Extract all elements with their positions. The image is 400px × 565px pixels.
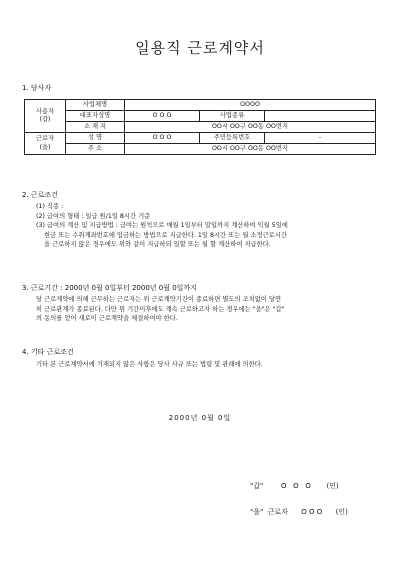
worker-address-value: OO시 OO구 OO동 OO번지 xyxy=(125,144,376,155)
biz-type-value xyxy=(265,111,376,122)
worker-name-value: O O O xyxy=(125,133,200,144)
section-parties-heading: 1. 당사자 xyxy=(22,84,52,92)
other-body xyxy=(36,361,376,371)
contract-date: 2000년 0월 0일 xyxy=(168,414,232,422)
employer-address-label: 소 재 지 xyxy=(66,122,125,133)
employer-signature-line: "갑" O O O (인) xyxy=(250,482,339,490)
biz-type-label: 사업종류 xyxy=(200,111,265,122)
section-other-heading: 4. 기타 근로조건 xyxy=(22,348,74,356)
condition-line-1: (1) 직종 : xyxy=(36,203,64,210)
worker-address-label: 주 소 xyxy=(66,144,125,155)
section-conditions-heading: 2. 근로조건 xyxy=(22,191,58,199)
condition-line-2: (2) 급여의 형태 : 일급 원/1일 8시간 기준 xyxy=(36,212,151,220)
section-period-heading: 3. 근로기간 : 2000년 0월 0일부터 2000년 0월 0일까지 xyxy=(22,284,197,292)
worker-signature-line: "을" 근로자 O O O (인) xyxy=(250,508,348,516)
company-value: OOOO xyxy=(125,100,376,111)
worker-id-label: 주민등록번호 xyxy=(200,133,265,144)
condition-line-4: 현금 또는 수취계좌번호에 입금하는 방법으로 지급한다. 1일 8시간 또는 월 소정근로시간 xyxy=(44,231,287,239)
other-line-1: 기타 본 근로계약서에 기재되지 않은 사항은 당사 사규 또는 법령 및 관례에 의한다. xyxy=(36,361,263,368)
period-body xyxy=(36,296,376,325)
employer-label: 사용자 (갑) xyxy=(25,100,66,133)
document-title: 일용직 근로계약서 xyxy=(135,39,265,57)
condition-line-5: 을 근로하지 않은 경우에도 위와 같이 지급하되 일할 또는 월 할 계산하여 지급한다. xyxy=(44,241,271,248)
condition-line-3: (3) 급여의 계산 및 지급방법 : 급여는 원칙으로 매월 1일부터 말일까지 계산하여 익월 5일에 xyxy=(36,222,288,229)
worker-name-label: 성 명 xyxy=(66,133,125,144)
employer-address-value: OO시 OO구 OO동 OO번지 xyxy=(125,122,376,133)
parties-table xyxy=(24,99,376,155)
rep-value: O O O xyxy=(125,111,200,122)
period-line-2: 히 근로관계가 종료된다. 다만 위 기간이후에도 계속 근로하고자 하는 경우에는 "을"은 "갑" xyxy=(36,305,285,313)
rep-label: 대표자성명 xyxy=(66,111,125,122)
worker-id-value: - xyxy=(265,133,376,144)
period-line-1: 당 근로계약에 의해 근무하는 근로자는 위 근로계약기간이 종료하면 별도의 조치없이 당연 xyxy=(36,296,282,303)
period-line-3: 의 동의를 얻어 새로이 근로계약을 체결하여야 한다. xyxy=(36,315,178,322)
conditions-body xyxy=(36,203,376,251)
company-label: 사업체명 xyxy=(66,100,125,111)
worker-label: 근로자 (을) xyxy=(25,133,66,155)
